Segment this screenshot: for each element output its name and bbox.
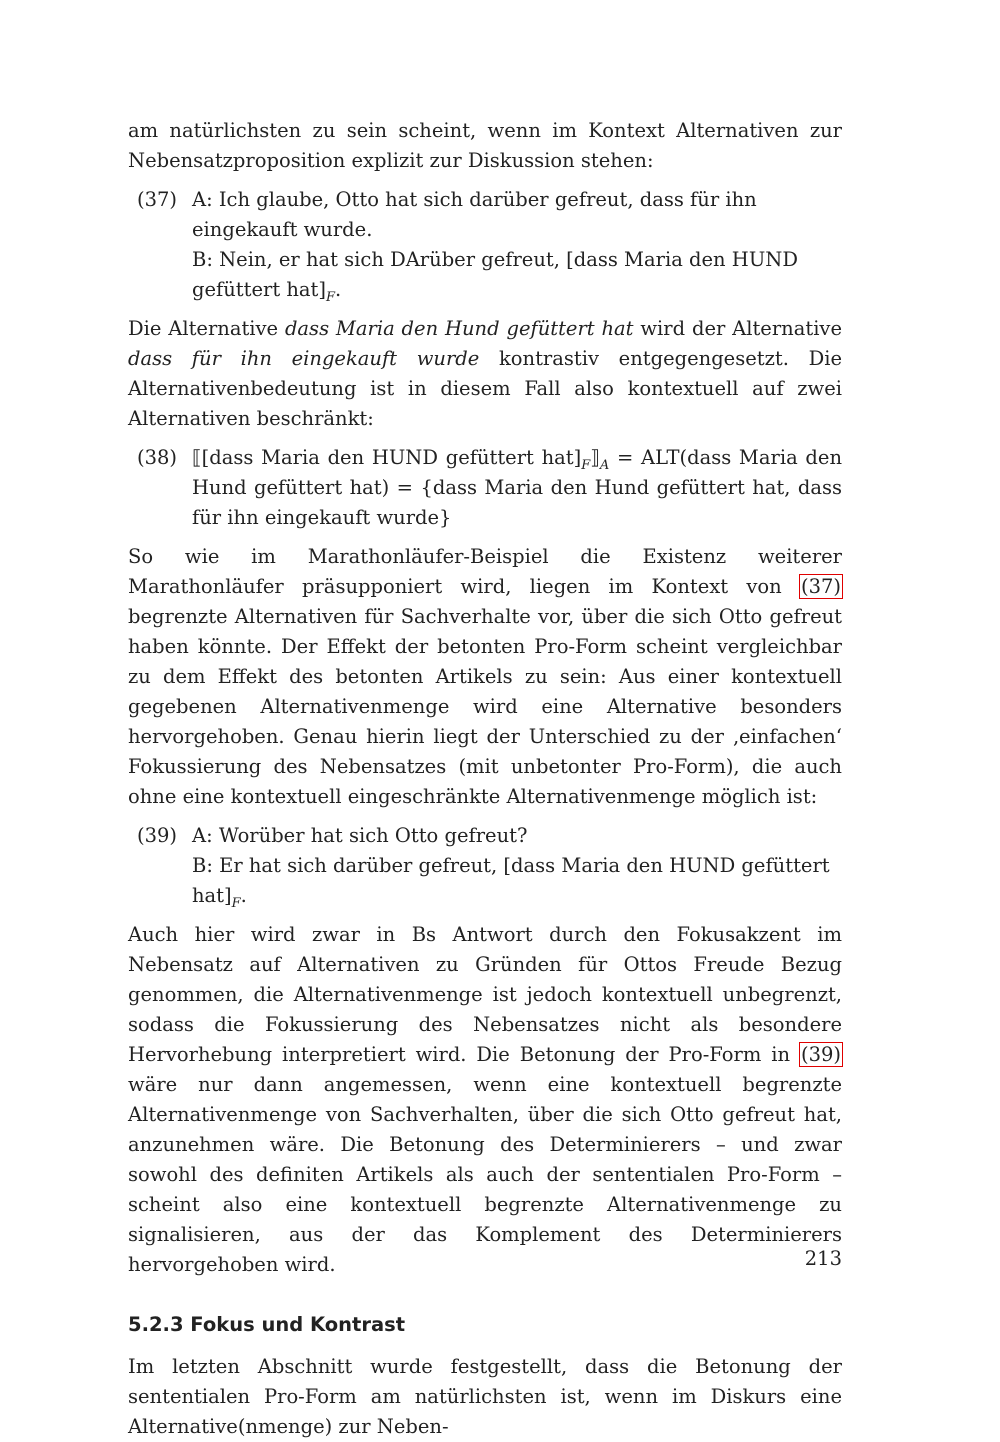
text-span: wird der Alternative — [633, 317, 842, 340]
formula-bracket: ⟧ — [590, 446, 600, 469]
formula-text: = ALT(dass Maria den Hund gefüttert hat) = {dass Maria den Hund gefüttert hat, dass für ihn eingekauft wurde} — [192, 446, 843, 529]
italic-phrase: dass Maria den Hund gefüttert hat — [284, 317, 634, 340]
example-number: (38) — [137, 446, 178, 469]
alternative-subscript: A — [599, 457, 610, 473]
example-number: (37) — [137, 188, 178, 211]
example-line-b — [192, 851, 842, 911]
paragraph-answer — [128, 920, 842, 1280]
example-reference-link[interactable]: (37) — [800, 575, 841, 598]
italic-phrase: dass für ihn eingekauft wurde — [128, 347, 480, 370]
paragraph-intro: am natürlichsten zu sein scheint, wenn im Kontext Alternativen zur Nebensatzproposition explizit zur Diskussion stehen: — [128, 119, 842, 172]
example-37 — [128, 185, 842, 305]
formula-text: ⟦[dass Maria den HUND gefüttert hat] — [192, 446, 582, 469]
example-38 — [128, 443, 842, 533]
example-line-b-text: B: Nein, er hat sich DArüber gefreut, [dass Maria den HUND gefüttert hat] — [192, 248, 798, 301]
example-body — [192, 821, 842, 911]
text-span: Auch hier wird zwar in Bs Antwort durch den Fokusakzent im Nebensatz auf Alternativen zu Gründen für Ottos Freude Bezug genommen, die Alternativenmenge ist jedoch kontextuell unbegrenzt, sodass die Fokussierung des Nebensatzes nicht als besondere Hervorhebung interpretiert wird. Die Betonung der Pro-Form in — [128, 923, 842, 1066]
focus-subscript: F — [326, 289, 336, 305]
section-heading: 5.2.3 Fokus und Kontrast — [128, 1313, 406, 1336]
paragraph-alternatives — [128, 314, 842, 434]
example-number: (39) — [137, 824, 178, 847]
text-span: kontrastiv entgegengesetzt. Die Alternativenbedeutung ist in diesem Fall also kontextuell auf zwei Alternativen beschränkt: — [128, 347, 842, 430]
example-line-a: A: Worüber hat sich Otto gefreut? — [192, 824, 528, 847]
formula-line — [192, 443, 842, 533]
paragraph-section-start: Im letzten Abschnitt wurde festgestellt, dass die Betonung der sententialen Pro-Form am natürlichsten ist, wenn im Diskurs eine Alternative(nmenge) zur Neben- — [128, 1355, 842, 1438]
example-body — [192, 185, 842, 305]
paragraph-marathon — [128, 542, 842, 812]
example-reference-link[interactable]: (39) — [800, 1043, 841, 1066]
example-line-b-end: . — [240, 884, 247, 907]
text-span: wäre nur dann angemessen, wenn eine kontextuell begrenzte Alternativenmenge von Sachverhalten, über die sich Otto gefreut hat, anzunehmen wäre. Die Betonung des Determinierers – und zwar sowohl des definiten Artikels als auch der sententialen Pro-Form – scheint also eine kontextuell begrenzte Alternativenmenge zu signalisieren, aus der das Komplement des Determinierers hervorgehoben wird. — [128, 1073, 842, 1276]
example-line-b-text: B: Er hat sich darüber gefreut, [dass Maria den HUND gefüttert hat] — [192, 854, 830, 907]
example-body — [192, 443, 842, 533]
focus-subscript: F — [231, 895, 241, 911]
page-body — [128, 116, 842, 1442]
example-39 — [128, 821, 842, 911]
example-line-a: A: Ich glaube, Otto hat sich darüber gefreut, dass für ihn eingekauft wurde. — [192, 188, 757, 241]
page-number: 213 — [804, 1247, 842, 1270]
text-span: So wie im Marathonläufer-Beispiel die Existenz weiterer Marathonläufer präsupponiert wird, liegen im Kontext von — [128, 545, 842, 598]
focus-subscript: F — [581, 457, 591, 473]
example-line-b-end: . — [335, 278, 342, 301]
example-line-b — [192, 245, 842, 305]
text-span: Die Alternative — [128, 317, 285, 340]
text-span: begrenzte Alternativen für Sachverhalte vor, über die sich Otto gefreut haben könnte. Der Effekt der betonten Pro-Form scheint vergleichbar zu dem Effekt des betonten Artikels zu sein: Aus einer kontextuell gegebenen Alternativenmenge wird eine Alternative besonders hervorgehoben. Genau hierin liegt der Unterschied zu der ‚einfachen‘ Fokussierung des Nebensatzes (mit unbetonter Pro-Form), die auch ohne eine kontextuell eingeschränkte Alternativenmenge möglich ist: — [128, 605, 842, 808]
